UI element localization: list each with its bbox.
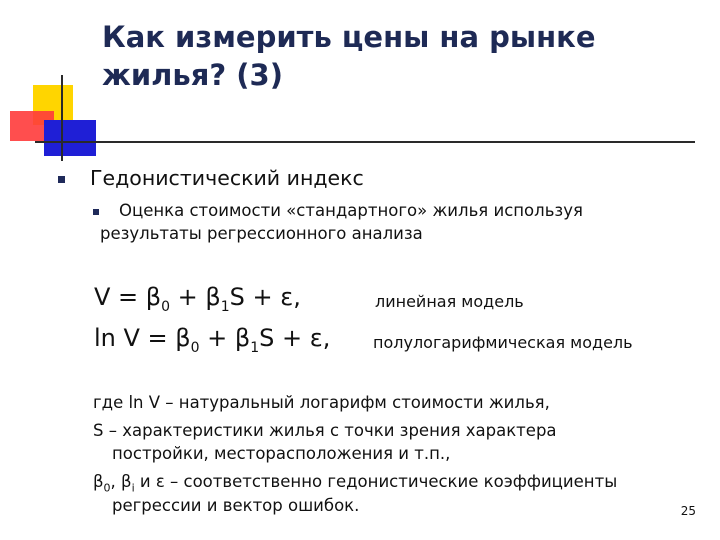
label-semilog-model: полулогарифмическая модель	[373, 333, 633, 352]
formula-linear-part: V = β	[94, 283, 162, 311]
formula-linear-sub0: 0	[161, 298, 171, 315]
logo-vertical-line	[61, 75, 63, 161]
explanation-line4-rest: и ε – соответственно гедонистические коэффициенты	[134, 472, 618, 491]
explanation-line5: регрессии и вектор ошибок.	[112, 496, 360, 515]
formula-semilog-part: ln V = β	[94, 324, 191, 352]
bullet-square-icon	[58, 176, 65, 183]
formula-semilog	[94, 324, 330, 356]
formula-semilog-part: + β	[199, 324, 251, 352]
logo-blue-square	[44, 120, 96, 156]
formula-linear-part: S + ε,	[229, 283, 301, 311]
explanation-line2: S – характеристики жилья с точки зрения характера	[93, 421, 557, 440]
formula-linear	[94, 283, 301, 315]
slide-title-line2: жилья? (3)	[102, 58, 283, 92]
sub-bullet-square-icon	[93, 209, 99, 215]
formula-semilog-sub0: 0	[190, 339, 200, 356]
explanation-sub-i: i	[131, 481, 135, 495]
explanation-line3: постройки, месторасположения и т.п.,	[112, 444, 451, 463]
formula-semilog-sub1: 1	[250, 339, 260, 356]
formula-linear-part: + β	[170, 283, 221, 311]
page-number: 25	[680, 504, 696, 518]
explanation-beta-i: , β	[110, 472, 132, 491]
label-linear-model: линейная модель	[375, 292, 524, 311]
title-divider-line	[35, 141, 695, 143]
sub-bullet-line1: Оценка стоимости «стандартного» жилья используя	[119, 201, 583, 220]
slide-title	[102, 18, 662, 94]
bullet-hedonic-index: Гедонистический индекс	[90, 166, 364, 190]
explanation-beta: β	[93, 472, 104, 491]
explanation-line1: где ln V – натуральный логарифм стоимости жилья,	[93, 393, 550, 412]
explanation-sub0: 0	[103, 481, 111, 495]
sub-bullet-line2: результаты регрессионного анализа	[100, 224, 423, 243]
slide-title-line1: Как измерить цены на рынке	[102, 20, 596, 54]
formula-linear-sub1: 1	[220, 298, 230, 315]
sub-bullet-text	[100, 199, 673, 245]
formula-semilog-part: S + ε,	[259, 324, 331, 352]
